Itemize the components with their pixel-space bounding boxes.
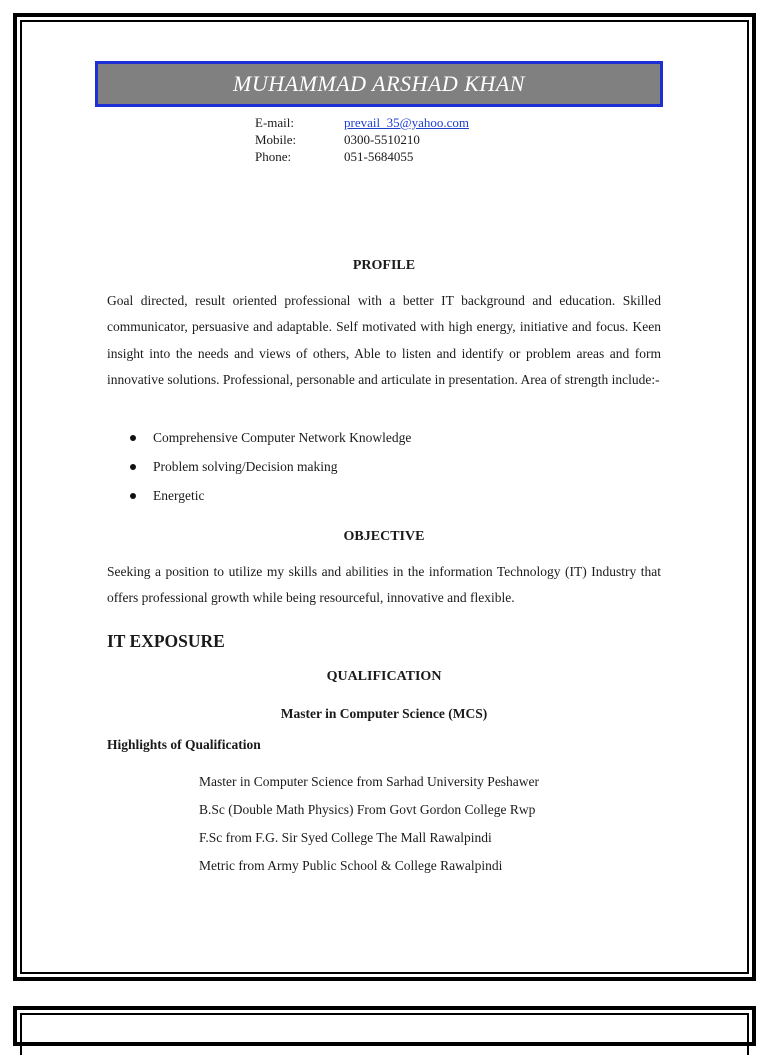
list-item (130, 481, 411, 510)
qualification-list (199, 769, 539, 881)
it-exposure-heading: IT EXPOSURE (107, 631, 225, 651)
contact-block (255, 114, 469, 165)
next-page-border (13, 1006, 756, 1046)
list-item: Master in Computer Science from Sarhad University Peshawer (199, 774, 540, 789)
bullet-icon (130, 464, 136, 470)
strength-text: Energetic (153, 487, 205, 503)
email-row (255, 114, 469, 131)
mobile-label: Mobile: (255, 132, 297, 147)
email-link[interactable]: prevail_35@yahoo.com (344, 115, 469, 130)
profile-heading: PROFILE (352, 258, 416, 273)
name-banner (95, 61, 663, 107)
objective-text: Seeking a position to utilize my skills and abilities in the information Technology (IT) Industry that offers professional growth while being resourceful, innovative and flexible. (107, 564, 661, 606)
objective-heading: OBJECTIVE (343, 529, 425, 544)
list-item: F.Sc from F.G. Sir Syed College The Mall Rawalpindi (199, 830, 492, 845)
strength-text: Problem solving/Decision making (153, 458, 338, 474)
profile-text: Goal directed, result oriented professional with a better IT background and education. Skilled communicator, persuasive and adaptable. Self motivated with high energy, initiative and focus. Keen insight into the needs and views of others, Able to listen and identify or problem areas and form innovative solutions. Professional, personable and articulate in presentation. Area of strength include:- (107, 293, 661, 387)
list-item: Metric from Army Public School & College Rawalpindi (199, 858, 503, 873)
phone-value: 051-5684055 (344, 149, 414, 164)
strength-text: Comprehensive Computer Network Knowledge (153, 429, 412, 445)
highlights-title: Highlights of Qualification (107, 737, 261, 752)
list-item (130, 423, 411, 452)
list-item: B.Sc (Double Math Physics) From Govt Gordon College Rwp (199, 802, 536, 817)
strengths-list (130, 423, 411, 510)
degree-title: Master in Computer Science (MCS) (280, 706, 488, 721)
phone-row (255, 148, 469, 165)
bullet-icon (130, 493, 136, 499)
mobile-row (255, 131, 469, 148)
applicant-name: MUHAMMAD ARSHAD KHAN (233, 71, 525, 96)
qualification-heading: QUALIFICATION (326, 669, 442, 684)
list-item (130, 452, 411, 481)
email-label: E-mail: (255, 115, 294, 130)
phone-label: Phone: (255, 149, 292, 164)
bullet-icon (130, 435, 136, 441)
mobile-value: 0300-5510210 (344, 132, 420, 147)
